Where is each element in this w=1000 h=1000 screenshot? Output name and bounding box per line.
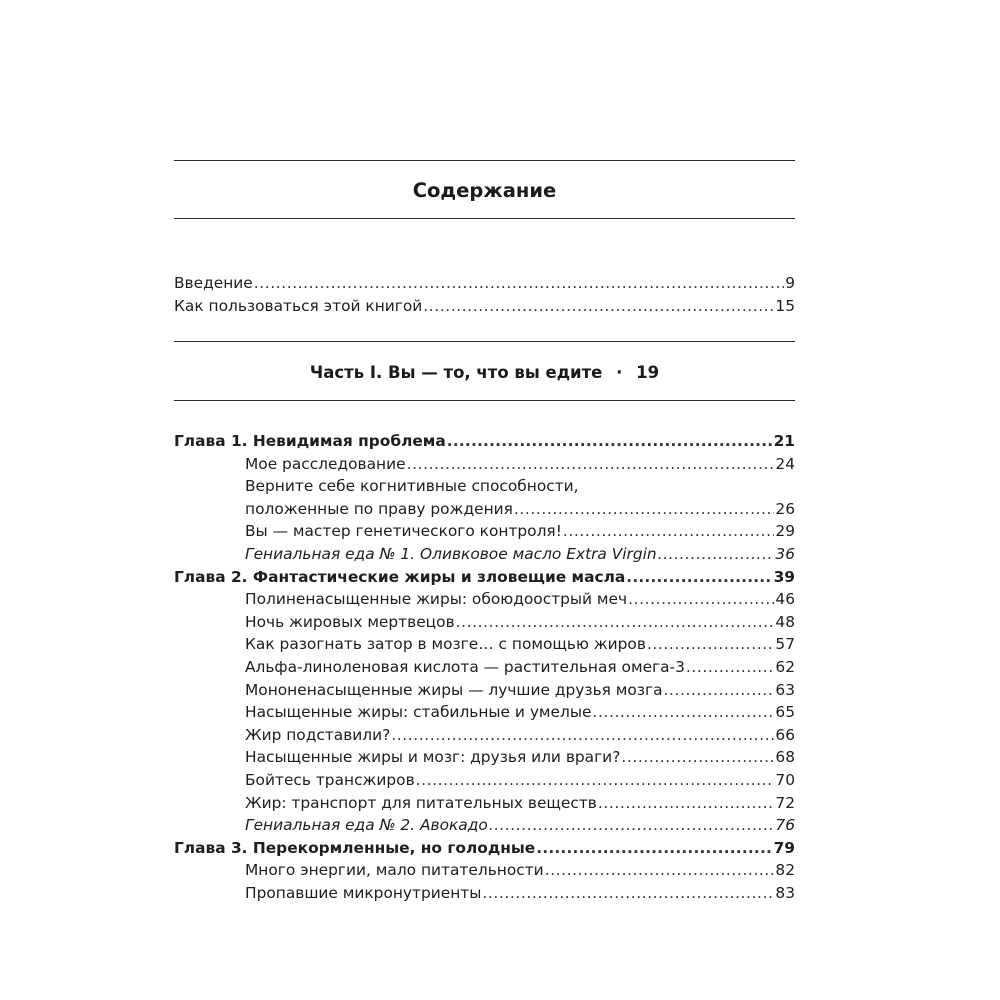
page-number: 63 <box>775 680 795 699</box>
page-number: 72 <box>775 793 795 812</box>
page-number: 70 <box>775 770 795 789</box>
leader-dots <box>658 543 775 566</box>
toc-entry[interactable]: Вы — мастер генетического контроля! ..... 29 <box>174 520 795 543</box>
part-heading[interactable] <box>174 361 795 385</box>
toc-entry[interactable]: Полиненасыщенные жиры: обоюдоострый меч ..... 46 <box>174 588 795 611</box>
leader-dots <box>482 882 774 905</box>
part-separator: · <box>616 363 623 382</box>
toc-entry[interactable]: Жир: транспорт для питательных веществ ..... 72 <box>174 792 795 815</box>
leader-dots <box>536 837 772 860</box>
page-number: 29 <box>775 522 795 541</box>
toc-entry-genius-food[interactable]: Гениальная еда № 2. Авокадо ..... 76 <box>174 814 795 837</box>
toc-chapter-1[interactable]: Глава 1. Невидимая проблема ..... 21 <box>174 430 795 453</box>
page-number: 68 <box>775 748 795 767</box>
front-matter-list <box>174 272 795 317</box>
leader-dots <box>447 430 773 453</box>
page-number: 76 <box>775 816 795 835</box>
toc-entry[interactable]: Ночь жировых мертвецов ..... 48 <box>174 611 795 634</box>
toc-entry[interactable]: Жир подставили? ..... 66 <box>174 724 795 747</box>
leader-dots <box>489 814 775 837</box>
leader-dots <box>407 453 775 476</box>
toc-entry-how-to-use[interactable]: Как пользоваться этой книгой ..... 15 <box>174 295 795 318</box>
toc-entry[interactable]: Насыщенные жиры и мозг: друзья или враги? ..... 68 <box>174 746 795 769</box>
toc-chapter-2[interactable]: Глава 2. Фантастические жиры и зловещие масла ..... 39 <box>174 566 795 589</box>
part-label: Часть I. Вы — то, что вы едите <box>309 363 603 382</box>
page-number: 48 <box>775 612 795 631</box>
page-number: 39 <box>773 567 795 586</box>
leader-dots <box>664 679 775 702</box>
leader-dots <box>647 633 774 656</box>
leader-dots <box>391 724 774 747</box>
page-number: 66 <box>775 725 795 744</box>
leader-dots <box>563 520 775 543</box>
page-title: Содержание <box>412 179 557 202</box>
part-page: 19 <box>636 363 660 382</box>
page-number: 79 <box>773 838 795 857</box>
toc-entry-line2[interactable]: положенные по праву рождения ..... 26 <box>174 498 795 521</box>
page-number: 36 <box>775 544 795 563</box>
page-number: 83 <box>775 883 795 902</box>
page-number: 26 <box>775 499 795 518</box>
leader-dots <box>416 769 775 792</box>
leader-dots <box>628 588 774 611</box>
page-number: 24 <box>775 454 795 473</box>
toc-entry[interactable]: Мононенасыщенные жиры — лучшие друзья мозга ..... 63 <box>174 679 795 702</box>
toc-page <box>174 0 795 1000</box>
toc-chapter-3[interactable]: Глава 3. Перекормленные, но голодные ..... 79 <box>174 837 795 860</box>
title-rule <box>174 218 795 219</box>
leader-dots <box>598 792 775 815</box>
leader-dots <box>514 498 775 521</box>
toc-entry[interactable]: Много энергии, мало питательности ..... 82 <box>174 859 795 882</box>
top-rule <box>174 160 795 161</box>
page-number: 57 <box>775 635 795 654</box>
part-top-rule <box>174 341 795 342</box>
part-bottom-rule <box>174 400 795 401</box>
leader-dots <box>456 611 775 634</box>
toc-entry[interactable]: Пропавшие микронутриенты ..... 83 <box>174 882 795 905</box>
page-number: 46 <box>775 590 795 609</box>
leader-dots <box>621 746 774 769</box>
leader-dots <box>686 656 775 679</box>
page-number: 9 <box>785 274 795 292</box>
toc-entry[interactable]: Насыщенные жиры: стабильные и умелые ..... 65 <box>174 701 795 724</box>
toc-entry-genius-food[interactable]: Гениальная еда № 1. Оливковое масло Extra Virgin ..... 36 <box>174 543 795 566</box>
leader-dots <box>626 566 772 589</box>
page-number: 15 <box>775 296 795 315</box>
leader-dots <box>592 701 774 724</box>
page-number: 82 <box>775 861 795 880</box>
page-number: 62 <box>775 657 795 676</box>
toc-entry-introduction[interactable]: Введение ..... 9 <box>174 272 795 295</box>
toc-entry-line1[interactable]: Верните себе когнитивные способности, <box>245 477 579 496</box>
toc-entry[interactable]: Бойтесь трансжиров ..... 70 <box>174 769 795 792</box>
page-number: 65 <box>775 703 795 722</box>
leader-dots <box>254 272 784 295</box>
toc-entry[interactable]: Альфа-линоленовая кислота — растительная омега-3 ..... 62 <box>174 656 795 679</box>
toc-entry[interactable]: Мое расследование ..... 24 <box>174 453 795 476</box>
page-number: 21 <box>773 432 795 450</box>
leader-dots <box>545 859 775 882</box>
chapter-list <box>174 430 795 904</box>
toc-entry[interactable]: Как разогнать затор в мозге… с помощью жиров ..... 57 <box>174 633 795 656</box>
leader-dots <box>423 295 774 318</box>
